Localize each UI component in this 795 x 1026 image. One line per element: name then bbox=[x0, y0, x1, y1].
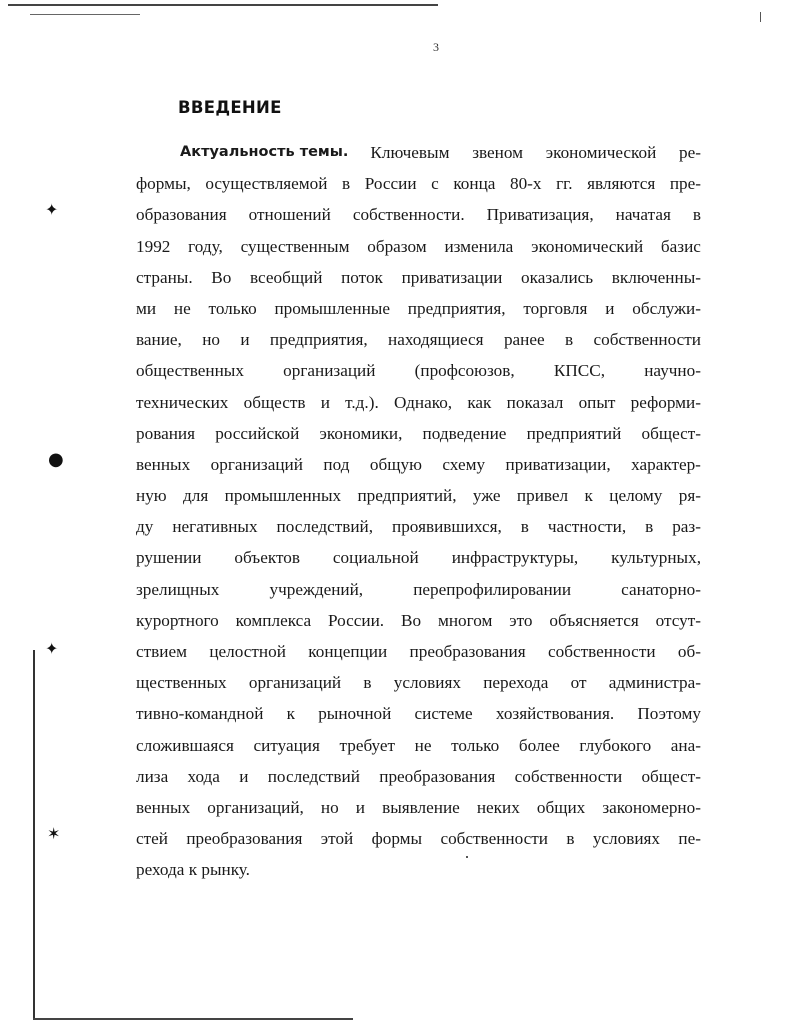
word: собственности bbox=[514, 766, 623, 786]
word: сложившаяся bbox=[136, 735, 234, 755]
word: подведение bbox=[422, 423, 507, 443]
word: объектов bbox=[234, 548, 300, 568]
word: тивно-командной bbox=[136, 704, 264, 724]
word: в bbox=[363, 673, 372, 693]
word: как bbox=[467, 392, 492, 412]
word: экономический bbox=[531, 236, 644, 256]
word: стей bbox=[136, 829, 168, 849]
word: и bbox=[605, 298, 615, 318]
word: в bbox=[692, 205, 701, 225]
text-line bbox=[136, 293, 701, 324]
topic-label: Актуальность темы. bbox=[180, 144, 349, 160]
word: являются bbox=[587, 174, 656, 194]
word: Во bbox=[211, 267, 232, 287]
word: обслужи- bbox=[632, 298, 701, 318]
word: опыт bbox=[578, 392, 616, 412]
word: собственности bbox=[440, 829, 548, 849]
word: приватизации bbox=[401, 267, 503, 287]
text-line bbox=[136, 698, 701, 729]
word: осуществляемой bbox=[205, 174, 328, 194]
word: начатая bbox=[615, 205, 671, 225]
word: включенны- bbox=[611, 267, 701, 287]
word: требует bbox=[339, 735, 396, 755]
word: организаций bbox=[248, 673, 342, 693]
word: Однако, bbox=[393, 392, 453, 412]
word: более bbox=[518, 735, 560, 755]
word: ми bbox=[136, 298, 157, 318]
word: венных bbox=[136, 454, 191, 474]
word: целостной bbox=[209, 642, 286, 661]
word: только bbox=[451, 735, 500, 755]
text-line bbox=[136, 262, 701, 293]
word: (профсоюзов, bbox=[414, 361, 515, 381]
word: в bbox=[566, 829, 575, 849]
word: формы, bbox=[136, 174, 191, 194]
word: негативных bbox=[172, 517, 258, 537]
text-line bbox=[136, 199, 701, 230]
word: всеобщий bbox=[250, 267, 323, 287]
word: конца bbox=[453, 174, 496, 194]
word: общест- bbox=[641, 766, 701, 786]
word: изменила bbox=[444, 236, 514, 256]
word: но bbox=[320, 797, 339, 817]
word: санаторно- bbox=[621, 579, 701, 599]
word: рования bbox=[136, 423, 196, 443]
word: привел bbox=[516, 486, 569, 506]
word: пре- bbox=[669, 174, 701, 194]
word: перепрофилировании bbox=[413, 579, 572, 599]
word: условиях bbox=[393, 673, 461, 693]
word: частности, bbox=[547, 517, 627, 537]
word: организаций bbox=[283, 361, 376, 381]
word: венных bbox=[136, 797, 191, 817]
punch-mark-icon: ✦ bbox=[45, 200, 59, 219]
word: промышленные bbox=[274, 298, 390, 318]
word: об- bbox=[677, 642, 701, 661]
word: образования bbox=[136, 205, 227, 225]
word: ситуация bbox=[253, 735, 320, 755]
word: не bbox=[173, 298, 191, 318]
word: т.д.). bbox=[345, 392, 379, 412]
word: ана- bbox=[670, 735, 701, 755]
word: от bbox=[570, 673, 587, 693]
word: показал bbox=[506, 392, 564, 412]
word: хозяйствования. bbox=[495, 704, 615, 724]
word: рыночной bbox=[318, 704, 392, 724]
word: образом bbox=[367, 236, 427, 256]
text-line bbox=[136, 636, 701, 667]
word: технических bbox=[136, 392, 229, 412]
word: и bbox=[239, 766, 249, 786]
word: реформи- bbox=[630, 392, 701, 412]
word: собственности bbox=[548, 642, 656, 661]
text-line bbox=[136, 137, 701, 168]
word: Приватизация, bbox=[486, 205, 594, 225]
text-line bbox=[136, 480, 701, 511]
text-line bbox=[136, 418, 701, 449]
word: собственности bbox=[593, 330, 701, 350]
word: отношений bbox=[248, 205, 331, 225]
word: формы bbox=[371, 829, 423, 849]
word: научно- bbox=[644, 361, 701, 381]
text-line bbox=[136, 605, 701, 636]
word: обществ bbox=[243, 392, 306, 412]
word: хода bbox=[187, 766, 220, 786]
word: этой bbox=[320, 829, 354, 849]
word: общую bbox=[369, 454, 422, 474]
word: и bbox=[240, 330, 250, 350]
text-line: рехода к рынку. bbox=[136, 860, 250, 880]
word: с bbox=[431, 174, 439, 194]
word: приватизации, bbox=[505, 454, 611, 474]
scan-artifact-top-line bbox=[8, 4, 438, 6]
text-line bbox=[136, 574, 701, 605]
word: в bbox=[564, 330, 574, 350]
word: общественных bbox=[136, 361, 244, 381]
text-line bbox=[136, 449, 701, 480]
word: КПСС, bbox=[553, 361, 606, 381]
word: году, bbox=[188, 236, 223, 256]
word: поток bbox=[341, 267, 383, 287]
text-line bbox=[136, 730, 701, 761]
word: выявление bbox=[382, 797, 460, 817]
word: глубокого bbox=[579, 735, 652, 755]
word: организаций, bbox=[207, 797, 304, 817]
word: преобразования bbox=[186, 829, 303, 849]
word: вание, bbox=[136, 330, 182, 350]
word: находящиеся bbox=[388, 330, 484, 350]
word: общест- bbox=[641, 423, 701, 443]
word: уже bbox=[472, 486, 501, 506]
word: для bbox=[183, 486, 209, 506]
word: преобразования bbox=[379, 766, 496, 786]
word: российской bbox=[215, 423, 300, 443]
word: Во bbox=[400, 610, 422, 630]
word: гг. bbox=[556, 174, 573, 194]
word: предприятий, bbox=[357, 486, 457, 506]
text-line bbox=[136, 231, 701, 262]
word: характер- bbox=[631, 454, 701, 474]
text-line bbox=[136, 511, 701, 542]
word: 80-х bbox=[509, 174, 542, 194]
word: страны. bbox=[136, 267, 193, 287]
word: раз- bbox=[672, 517, 701, 537]
word: к bbox=[286, 704, 295, 724]
body-paragraph bbox=[136, 137, 701, 886]
word: перехода bbox=[483, 673, 549, 693]
word: учреждений, bbox=[269, 579, 364, 599]
word: промышленных bbox=[224, 486, 342, 506]
word: схему bbox=[442, 454, 486, 474]
word: условиях bbox=[592, 829, 661, 849]
text-line-content: Ключевым звеном экономической ре- bbox=[370, 143, 701, 162]
word: в bbox=[342, 174, 351, 194]
punch-mark-icon: ● bbox=[48, 449, 64, 470]
word: зрелищных bbox=[136, 579, 220, 599]
punch-mark-icon: ✶ bbox=[47, 824, 61, 843]
text-line bbox=[136, 168, 701, 199]
scan-artifact-right-tick bbox=[760, 12, 761, 22]
word: концепции bbox=[308, 642, 388, 661]
word: предприятия, bbox=[407, 298, 506, 318]
word: базис bbox=[660, 236, 701, 256]
word: администра- bbox=[608, 673, 701, 693]
text-line bbox=[136, 355, 701, 386]
text-line bbox=[136, 324, 701, 355]
word: к bbox=[584, 486, 593, 506]
word: многом bbox=[437, 610, 493, 630]
word: ду bbox=[136, 517, 154, 537]
word: предприятий bbox=[526, 423, 622, 443]
word: оказались bbox=[521, 267, 594, 287]
word: инфраструктуры, bbox=[451, 548, 579, 568]
word: но bbox=[202, 330, 220, 350]
word: в bbox=[520, 517, 529, 537]
scan-artifact-bottom-line bbox=[33, 1018, 353, 1020]
word: ря- bbox=[678, 486, 701, 506]
word: это bbox=[509, 610, 533, 630]
word: в bbox=[645, 517, 654, 537]
scan-artifact-left-line bbox=[33, 650, 35, 1020]
word: организаций bbox=[210, 454, 303, 474]
scan-artifact-top-line-short bbox=[30, 14, 140, 15]
word: системе bbox=[414, 704, 473, 724]
punch-mark-icon: ✦ bbox=[45, 639, 59, 658]
word: 1992 bbox=[136, 236, 171, 256]
text-line bbox=[136, 761, 701, 792]
word: России. bbox=[327, 610, 385, 630]
word: закономерно- bbox=[602, 797, 701, 817]
word: культурных, bbox=[611, 548, 701, 568]
word: лиза bbox=[136, 766, 169, 786]
word: общих bbox=[536, 797, 586, 817]
word: под bbox=[323, 454, 350, 474]
page-number: 3 bbox=[433, 40, 439, 54]
word: преобразования bbox=[409, 642, 526, 661]
word: объясняется bbox=[549, 610, 639, 630]
word: курортного bbox=[136, 610, 219, 630]
word: проявившихся, bbox=[392, 517, 502, 537]
word: экономики, bbox=[319, 423, 403, 443]
word: социальной bbox=[332, 548, 419, 568]
text-line bbox=[136, 792, 701, 823]
text-line bbox=[136, 667, 701, 698]
word: предприятия, bbox=[269, 330, 368, 350]
word: щественных bbox=[136, 673, 227, 693]
page-title: ВВЕДЕНИЕ bbox=[178, 98, 282, 117]
word: последствий bbox=[267, 766, 360, 786]
word: комплекса bbox=[235, 610, 312, 630]
word: последствий, bbox=[276, 517, 374, 537]
word: Поэтому bbox=[637, 704, 701, 724]
word: отсут- bbox=[655, 610, 701, 630]
word: торговля bbox=[523, 298, 588, 318]
word: России bbox=[364, 174, 417, 194]
word: не bbox=[414, 735, 432, 755]
word: неких bbox=[476, 797, 520, 817]
word: ранее bbox=[503, 330, 545, 350]
word: собственности. bbox=[352, 205, 465, 225]
word: ную bbox=[136, 486, 167, 506]
word: только bbox=[208, 298, 257, 318]
word: и bbox=[355, 797, 365, 817]
word: пе- bbox=[678, 829, 701, 849]
text-line bbox=[136, 387, 701, 418]
word: ствием bbox=[136, 642, 187, 661]
word: рушении bbox=[136, 548, 202, 568]
text-line bbox=[136, 823, 701, 854]
text-line bbox=[136, 542, 701, 573]
word: целому bbox=[609, 486, 663, 506]
word: и bbox=[320, 392, 330, 412]
word: существенным bbox=[240, 236, 350, 256]
